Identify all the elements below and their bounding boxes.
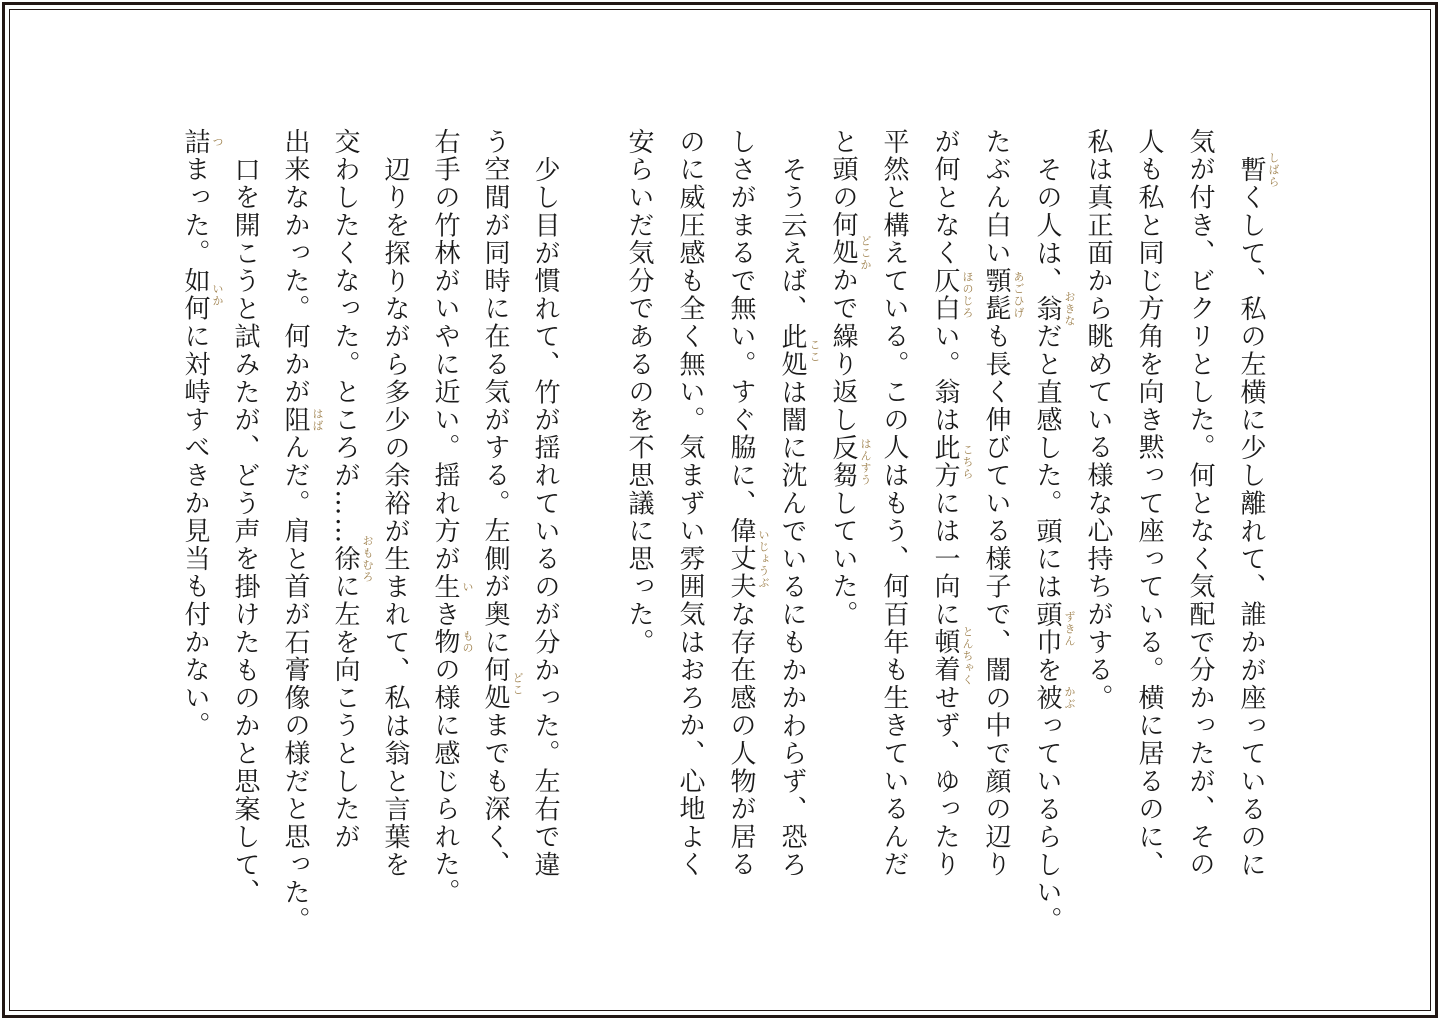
text-run: 少し目が慣れて、竹が揺れているのが分かった。左右で違 — [530, 156, 560, 879]
text-run: まった。 — [180, 155, 210, 268]
ruby-group — [430, 628, 474, 657]
ruby-text: いか — [211, 282, 224, 307]
text-run: っているらしい。 — [1032, 712, 1062, 935]
ruby-text: こちら — [961, 443, 974, 480]
text-block-right — [613, 128, 1280, 948]
ruby-group — [930, 267, 974, 323]
text-run: せず、ゆったり — [930, 684, 960, 879]
text-column — [420, 128, 474, 948]
ruby-text: ずきん — [1063, 610, 1076, 647]
ruby-group — [828, 433, 872, 490]
ruby-base: 被 — [1032, 684, 1062, 713]
text-run: のに威圧感も全く無い。気まずい雰囲気はおろか、心地よく — [675, 128, 705, 879]
text-column — [715, 128, 770, 948]
ruby-base: 此方 — [930, 433, 960, 490]
ruby-base: 仄白 — [930, 267, 960, 323]
text-column — [1123, 128, 1174, 948]
text-run: には一向に — [930, 489, 960, 629]
ruby-group — [828, 211, 872, 295]
ruby-text: はば — [311, 407, 324, 432]
text-column — [868, 128, 919, 948]
text-column — [817, 128, 872, 948]
text-column — [320, 128, 374, 948]
text-column — [1174, 128, 1225, 948]
paragraph-start-column — [1225, 128, 1280, 948]
text-run: そう云えば、 — [777, 156, 807, 323]
text-run: その人は、 — [1032, 156, 1062, 295]
ruby-base: 詰 — [180, 128, 210, 156]
ruby-text: つ — [211, 135, 224, 148]
text-column — [613, 128, 664, 948]
text-column — [1072, 128, 1123, 948]
text-run: 気が付き、ビクリとした。何となく気配で分かったが、その — [1185, 128, 1215, 879]
ruby-text: どこ — [511, 672, 524, 696]
text-column — [664, 128, 715, 948]
text-column — [170, 128, 224, 948]
ruby-group — [330, 534, 374, 583]
text-column — [470, 128, 524, 948]
ruby-text: ほのじろ — [961, 270, 974, 319]
text-run: が何となく — [930, 128, 960, 267]
ruby-group — [1032, 684, 1076, 713]
paragraph-start-column — [766, 128, 821, 948]
ruby-group — [1236, 151, 1280, 188]
paragraph-start-column — [220, 128, 270, 948]
ruby-group — [1032, 290, 1076, 327]
paragraph-start-column — [520, 128, 570, 948]
ruby-text: かぶ — [1063, 686, 1076, 711]
ruby-text: はんすう — [859, 437, 872, 486]
ruby-group — [1032, 600, 1076, 657]
text-run: も長く伸びている様子で、闇の中で顔の辺り — [981, 322, 1011, 879]
text-column — [919, 128, 974, 948]
ruby-text: いじょうぶ — [757, 528, 770, 589]
text-run: の様に感じられた。 — [430, 656, 460, 907]
ruby-text: ここ — [808, 338, 821, 363]
ruby-base: 顎髭 — [981, 267, 1011, 323]
ruby-group — [480, 656, 524, 712]
text-run: を — [1032, 656, 1062, 685]
text-run: 平然と構えている。この人はもう、何百年も生きているんだ — [879, 128, 909, 879]
ruby-text: どこか — [859, 235, 872, 272]
text-run: くして、私の左横に少し離れて、誰かが座っているのに — [1236, 183, 1266, 879]
text-run: は闇に沈んでいるにもかかわらず、恐ろ — [777, 378, 807, 879]
ruby-base: 反芻 — [828, 433, 858, 490]
text-run: 右手の竹林がいやに近い。揺れ方が — [430, 128, 460, 573]
text-run: 安らいだ気分であるのを不思議に思った。 — [624, 128, 654, 657]
text-run: に対峙すべきか見当も付かない。 — [180, 322, 210, 740]
text-run: で繰り返し — [828, 294, 858, 434]
ruby-text: しばら — [1267, 151, 1280, 188]
ruby-text: あごひげ — [1012, 270, 1025, 319]
text-run: い。翁は — [930, 322, 960, 434]
ruby-base: 頭巾 — [1032, 600, 1062, 657]
text-run: 交わしたくなった。ところが…… — [330, 128, 360, 545]
text-run: たぶん白い — [981, 128, 1011, 267]
paragraph-start-column — [1021, 128, 1076, 948]
text-run: と頭の — [828, 128, 858, 212]
ruby-base: 頓着 — [930, 628, 960, 685]
ruby-base: 徐 — [330, 545, 360, 573]
ruby-base: 何処か — [828, 211, 858, 295]
text-run: 出来なかった。何かが — [280, 128, 310, 406]
ruby-base: 此処 — [777, 322, 807, 379]
ruby-base: 偉丈夫 — [726, 517, 756, 601]
text-run: までも深く、 — [480, 711, 510, 879]
ruby-base: 暫 — [1236, 156, 1266, 184]
ruby-text: おもむろ — [361, 534, 374, 583]
paragraph-start-column — [370, 128, 420, 948]
ruby-text: とんちゃく — [961, 626, 974, 687]
text-run: 人も私と同じ方角を向き黙って座っている。横に居るのに、 — [1134, 128, 1164, 879]
text-run: していた。 — [828, 489, 858, 629]
ruby-group — [777, 322, 821, 379]
ruby-group — [180, 267, 224, 323]
ruby-group — [981, 267, 1025, 323]
text-run: 口を開こうと試みたが、どう声を掛けたものかと思案して、 — [230, 156, 260, 907]
text-run: に左を向こうとしたが — [330, 572, 360, 851]
ruby-base: 如何 — [180, 267, 210, 323]
ruby-text: もの — [461, 630, 474, 655]
ruby-group — [430, 572, 474, 601]
text-run: き — [430, 600, 460, 629]
text-run: 私は真正面から眺めている様な心持ちがする。 — [1083, 128, 1113, 712]
text-block-left — [170, 128, 570, 948]
ruby-base: 何処 — [480, 656, 510, 712]
text-run: んだ。肩と首が石膏像の様だと思った。 — [280, 433, 310, 935]
ruby-base: 物 — [430, 628, 460, 657]
ruby-base: 翁 — [1032, 295, 1062, 323]
text-column — [270, 128, 324, 948]
ruby-text: おきな — [1063, 290, 1076, 327]
text-run: だと直感した。頭には — [1032, 322, 1062, 601]
ruby-group — [930, 626, 974, 687]
ruby-group — [180, 128, 224, 156]
ruby-text: い — [461, 580, 474, 593]
text-run: う空間が同時に在る気がする。左側が奥に — [480, 128, 510, 657]
text-run: な存在感の人物が居る — [726, 600, 756, 879]
text-run: 辺りを探りながら多少の余裕が生まれて、私は翁と言葉を — [380, 156, 410, 879]
ruby-group — [280, 406, 324, 434]
text-run: しさがまるで無い。すぐ脇に、 — [726, 128, 756, 518]
ruby-base: 生 — [430, 572, 460, 601]
text-column — [970, 128, 1025, 948]
ruby-group — [930, 433, 974, 490]
ruby-group — [726, 517, 770, 601]
ruby-base: 阻 — [280, 406, 310, 434]
